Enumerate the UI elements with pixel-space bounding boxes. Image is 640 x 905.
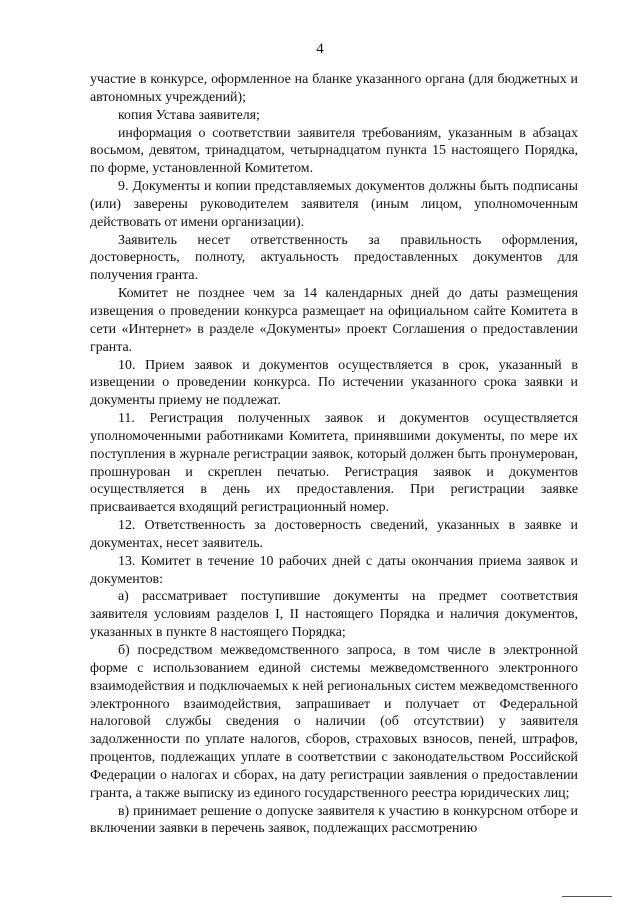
paragraph-committee-publication: Комитет не позднее чем за 14 календарных дней до даты размещения извещения о проведении конкурса размещает на официальном сайте Комитета в сети «Интернет» в разделе «Документы» проект Соглашения о предоставлении гранта. xyxy=(90,286,578,355)
paragraph-charter-copy: копия Устава заявителя; xyxy=(118,107,260,123)
paragraph-item-13-a: а) рассматривает поступившие документы на предмет соответствия заявителя условиям разделов I, II настоящего Порядка и наличия документов, указанных в пункте 8 настоящего Порядка; xyxy=(90,589,578,641)
paragraph-item-13: 13. Комитет в течение 10 рабочих дней с даты окончания приема заявок и документов: xyxy=(90,553,578,587)
paragraph-item-13-b: б) посредством межведомственного запроса, в том числе в электронной форме с использованием единой системы межведомственного электронного взаимодействия и подключаемых к ней региональных систем межведомственного электронного взаимодействия, запрашивает и получает от Федеральной налоговой службы сведения о наличии (об отсутствии) у заявителя задолженности по уплате налогов, сборов, страховых взносов, пеней, штрафов, процентов, подлежащих уплате в соответствии с законодательством Российской Федерации о налогах и сборах, на дату регистрации заявления о предоставлении гранта, а также выписку из единого государственного реестра юридических лиц; xyxy=(90,643,578,801)
paragraph-applicant-responsibility: Заявитель несет ответственность за правильность оформления, достоверность, полноту, актуальность предоставленных документов для получения гранта. xyxy=(90,232,578,284)
paragraph-item-12: 12. Ответственность за достоверность сведений, указанных в заявке и документах, несет заявитель. xyxy=(90,518,578,551)
document-body xyxy=(90,71,578,838)
paragraph-application-continuation: участие в конкурсе, оформленное на бланке указанного органа (для бюджетных и автономных учреждений); xyxy=(90,72,578,105)
page-number: 4 xyxy=(316,41,324,57)
paragraph-item-13-v: в) принимает решение о допуске заявителя к участию в конкурсном отборе и включении заявки в перечень заявок, подлежащих рассмотрению xyxy=(90,803,578,837)
paragraph-compliance-info: информация о соответствии заявителя требованиям, указанным в абзацах восьмом, девятом, тринадцатом, четырнадцатом пункта 15 настоящего Порядка, по форме, установленной Комитетом. xyxy=(90,125,578,177)
paragraph-item-10: 10. Прием заявок и документов осуществляется в срок, указанный в извещении о проведении конкурса. По истечении указанного срока заявки и документы приему не подлежат. xyxy=(90,357,578,409)
paragraph-item-9: 9. Документы и копии представляемых документов должны быть подписаны (или) заверены руководителем заявителя (иным лицом, уполномоченным действовать от имени организации). xyxy=(90,179,578,230)
footer-divider xyxy=(562,896,612,897)
paragraph-item-11: 11. Регистрация полученных заявок и документов осуществляется уполномоченными работниками Комитета, принявшими документы, по мере их поступления в журнале регистрации заявок, который должен быть пронумерован, прошнурован и скреплен печатью. Регистрация заявок и документов осуществляется в день их предоставления. При регистрации заявке присваивается входящий регистрационный номер. xyxy=(90,411,578,516)
